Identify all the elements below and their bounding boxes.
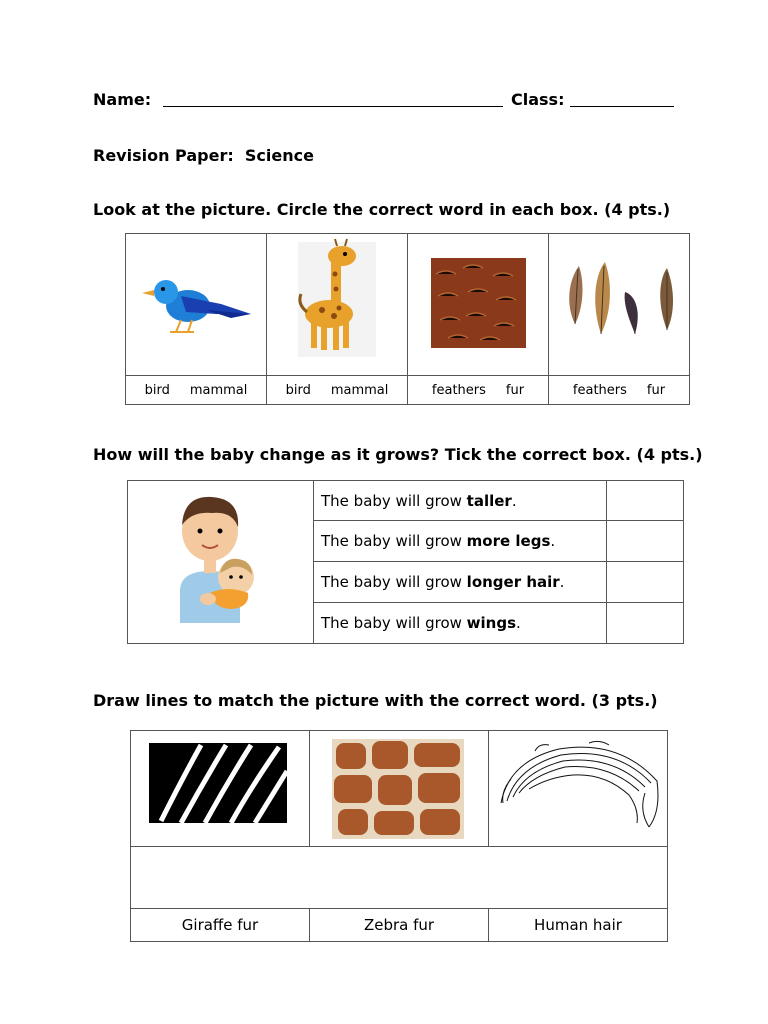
section3-instruction: Draw lines to match the picture with the correct word. (3 pts.) [93,691,658,710]
statement-suffix: . [516,614,521,633]
matching-line-area[interactable] [131,847,668,909]
statement-keyword: more legs [466,532,551,551]
statement-prefix: The baby will grow [321,573,467,592]
statement-keyword: longer hair [466,573,560,592]
statement-keyword: wings [466,614,517,633]
statement-suffix: . [550,532,556,551]
giraffe-pattern-picture-cell [310,731,489,847]
choice-word[interactable]: bird [285,382,311,398]
tick-box-taller[interactable] [606,481,683,521]
choice-cell-4 [549,376,690,405]
statement-suffix: . [559,573,565,592]
choice-word[interactable]: feathers [572,382,627,398]
subject-text: Science [244,146,314,165]
hair-picture-cell [489,731,668,847]
fur-picture-cell [408,234,549,376]
giraffe-image [267,234,407,375]
statement-more-legs [314,521,607,561]
statement-taller [314,481,607,521]
bird-image [126,234,266,375]
paper-label [93,146,314,165]
statement-longer-hair [314,561,607,603]
classification-table [125,233,690,405]
tick-box-wings[interactable] [606,603,683,644]
statement-prefix: The baby will grow [321,614,467,633]
tick-box-longer-hair[interactable] [606,561,683,603]
choice-word[interactable]: feathers [431,382,486,398]
fur-image [408,234,548,375]
giraffe-pattern-image [310,731,488,846]
choice-word[interactable]: mammal [330,382,389,398]
choice-cell-2 [267,376,408,405]
statement-keyword: taller [466,491,512,510]
feathers-picture-cell [549,234,690,376]
statement-prefix: The baby will grow [321,491,467,510]
tick-table [127,480,684,644]
human-hair-image [489,731,667,846]
choice-word[interactable]: bird [144,382,170,398]
name-label: Name: [93,90,152,109]
statement-suffix: . [511,491,517,510]
statement-wings [314,603,607,644]
statement-prefix: The baby will grow [321,532,467,551]
tick-box-more-legs[interactable] [606,521,683,561]
feathers-image [549,234,689,375]
choice-word[interactable]: fur [505,382,525,398]
matching-table [130,730,668,942]
choice-cell-3 [408,376,549,405]
zebra-stripes-image [131,731,309,846]
parent-picture-cell [128,481,314,644]
class-label: Class: [511,90,565,109]
word-human-hair[interactable]: Human hair [489,909,668,942]
class-blank[interactable] [570,106,674,107]
parent-with-baby-image [128,481,313,643]
name-blank[interactable] [163,106,503,107]
section1-instruction: Look at the picture. Circle the correct word in each box. (4 pts.) [93,200,671,219]
word-zebra-fur[interactable]: Zebra fur [310,909,489,942]
giraffe-picture-cell [267,234,408,376]
section2-instruction: How will the baby change as it grows? Tick the correct box. (4 pts.) [93,445,703,464]
word-giraffe-fur[interactable]: Giraffe fur [131,909,310,942]
zebra-picture-cell [131,731,310,847]
bird-picture-cell [126,234,267,376]
paper-label-text: Revision Paper: [93,146,234,165]
choice-cell-1 [126,376,267,405]
choice-word[interactable]: mammal [189,382,248,398]
choice-word[interactable]: fur [646,382,666,398]
